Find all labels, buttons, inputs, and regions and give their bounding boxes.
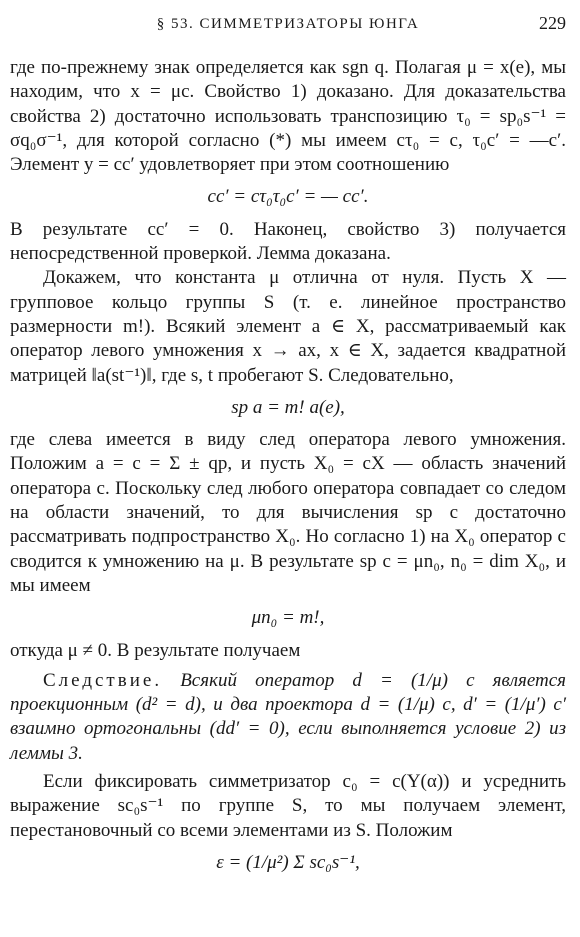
formula-3: μn₀ = m!, <box>251 607 325 629</box>
formula-2: sp a = m! a(e), <box>231 396 345 418</box>
paragraph-6: Если фиксировать симметризатор c₀ = c(Y(α)) и усреднить выражение sc₀s⁻¹ по группе S, то мы получаем элемент, перестановочный со всеми элементами из S. Положим <box>10 771 566 841</box>
paragraph-5: откуда μ ≠ 0. В результате получаем <box>10 639 301 661</box>
paragraph-3: Докажем, что константа μ отлична от нуля. Пусть X — групповое кольцо группы S (т. е. линейное пространство размерности m!). Всякий элемент a ∈ X, рассматриваемый как оператор левого умножения x → ax, x ∈ X, задается квадратной матрицей ‖a(st⁻¹)‖, где s, t пробегают S. Следовательно, <box>10 267 566 386</box>
corollary-text: Всякий оператор d = (1/μ) c является проекционным (d² = d), и два проектора d = (1/μ) c, d′ = (1/μ′) c′ взаимно ортогональны (dd′ = 0), если выполняется условие 2) из леммы 3. <box>10 669 566 764</box>
corollary <box>10 669 566 766</box>
paragraph-4: где слева имеется в виду след оператора левого умножения. Положим a = c = Σ ± qp, и пусть X₀ = cX — область значений оператора c. Поскольку след любого оператора совпадает со следом на области значений, то для вычисления sp c достаточно рассматривать подпространство X₀. Но согласно 1) на X₀ оператор c сводится к умножению на μ. В результате sp c = μn₀, n₀ = dim X₀, и мы имеем <box>10 429 566 596</box>
page-body <box>10 56 566 883</box>
corollary-label: Следствие. <box>43 669 163 691</box>
page-number: 229 <box>539 13 566 33</box>
formula-1: cc′ = cτ₀τ₀c′ = — cc′. <box>207 186 369 208</box>
paragraph-2: В результате cc′ = 0. Наконец, свойство 3) получается непосредственной проверкой. Лемма доказана. <box>10 218 566 265</box>
formula-4: ε = (1/μ²) Σ sc₀s⁻¹, <box>216 851 360 873</box>
section-title: § 53. СИММЕТРИЗАТОРЫ ЮНГА <box>156 16 420 32</box>
running-header <box>10 10 566 38</box>
paragraph-1: где по-прежнему знак определяется как sgn q. Полагая μ = x(e), мы находим, что x = μc. Свойство 1) доказано. Для доказательства свойства 2) достаточно использовать транспозицию τ₀ = sp₀s⁻¹ = σq₀σ⁻¹, для которой согласно (*) мы имеем cτ₀ = c, τ₀c′ = —c′. Элемент y = cc′ удовлетворяет при этом соотношению <box>10 57 566 176</box>
